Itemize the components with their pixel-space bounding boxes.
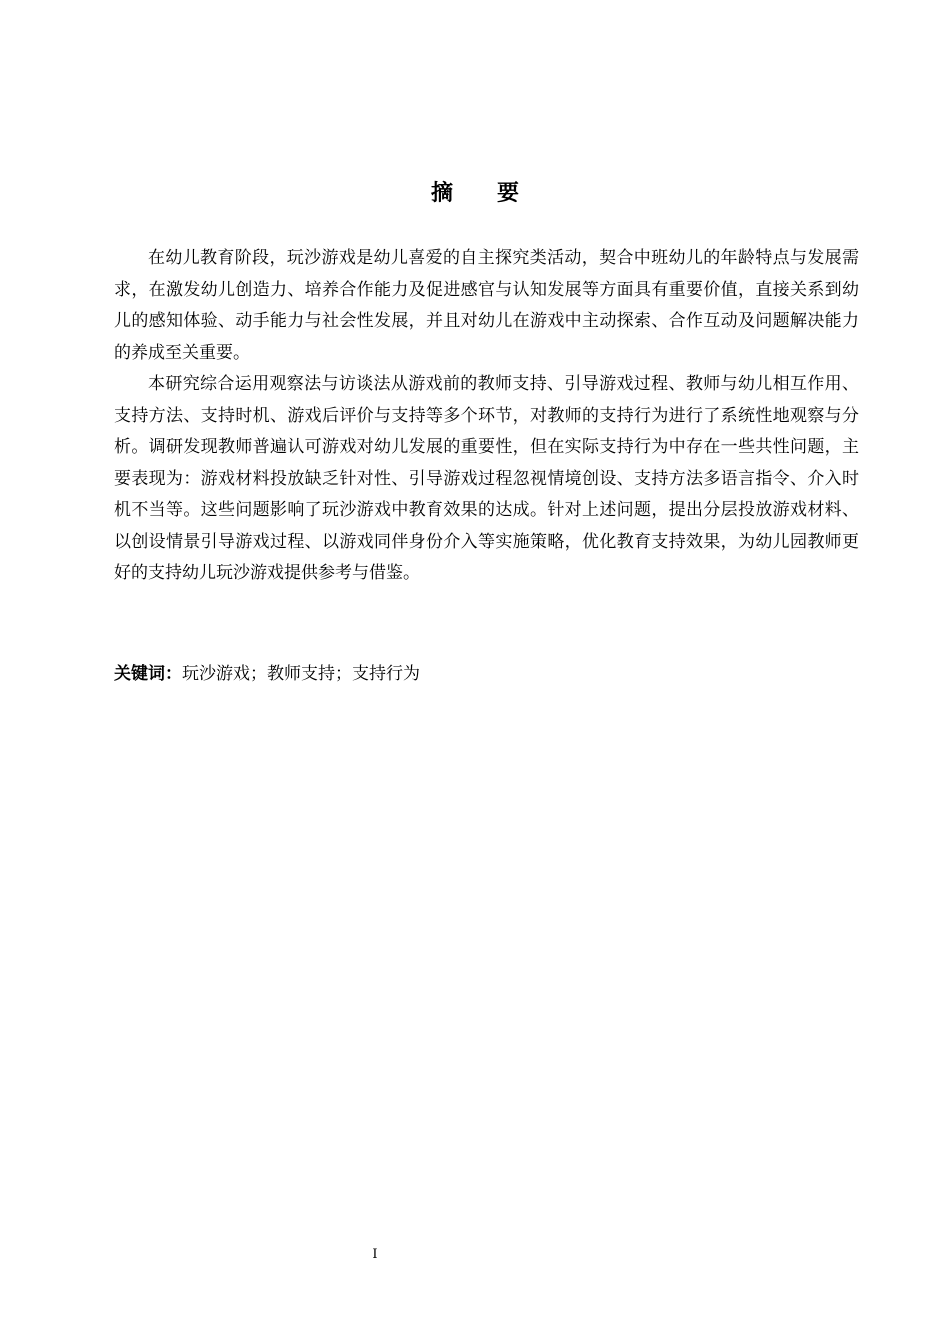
abstract-title	[0, 178, 950, 210]
keywords-line	[114, 659, 859, 691]
abstract-title-char-2: 要	[497, 181, 520, 206]
page-number: I	[372, 1247, 378, 1262]
abstract-body	[114, 243, 859, 590]
keywords-label: 关键词：	[114, 664, 182, 684]
abstract-paragraph-1: 在幼儿教育阶段，玩沙游戏是幼儿喜爱的自主探究类活动，契合中班幼儿的年龄特点与发展需求，在激发幼儿创造力、培养合作能力及促进感官与认知发展等方面具有重要价值，直接关系到幼儿的感知体验、动手能力与社会性发展，并且对幼儿在游戏中主动探索、合作互动及问题解决能力的养成至关重要。	[114, 248, 859, 363]
abstract-paragraph-2: 本研究综合运用观察法与访谈法从游戏前的教师支持、引导游戏过程、教师与幼儿相互作用、支持方法、支持时机、游戏后评价与支持等多个环节，对教师的支持行为进行了系统性地观察与分析。调研发现教师普遍认可游戏对幼儿发展的重要性，但在实际支持行为中存在一些共性问题，主要表现为：游戏材料投放缺乏针对性、引导游戏过程忽视情境创设、支持方法多语言指令、介入时机不当等。这些问题影响了玩沙游戏中教育效果的达成。针对上述问题，提出分层投放游戏材料、以创设情景引导游戏过程、以游戏同伴身份介入等实施策略，优化教育支持效果，为幼儿园教师更好的支持幼儿玩沙游戏提供参考与借鉴。	[114, 374, 859, 583]
abstract-title-char-1: 摘	[430, 181, 453, 206]
keywords-text: 玩沙游戏；教师支持；支持行为	[182, 664, 420, 684]
